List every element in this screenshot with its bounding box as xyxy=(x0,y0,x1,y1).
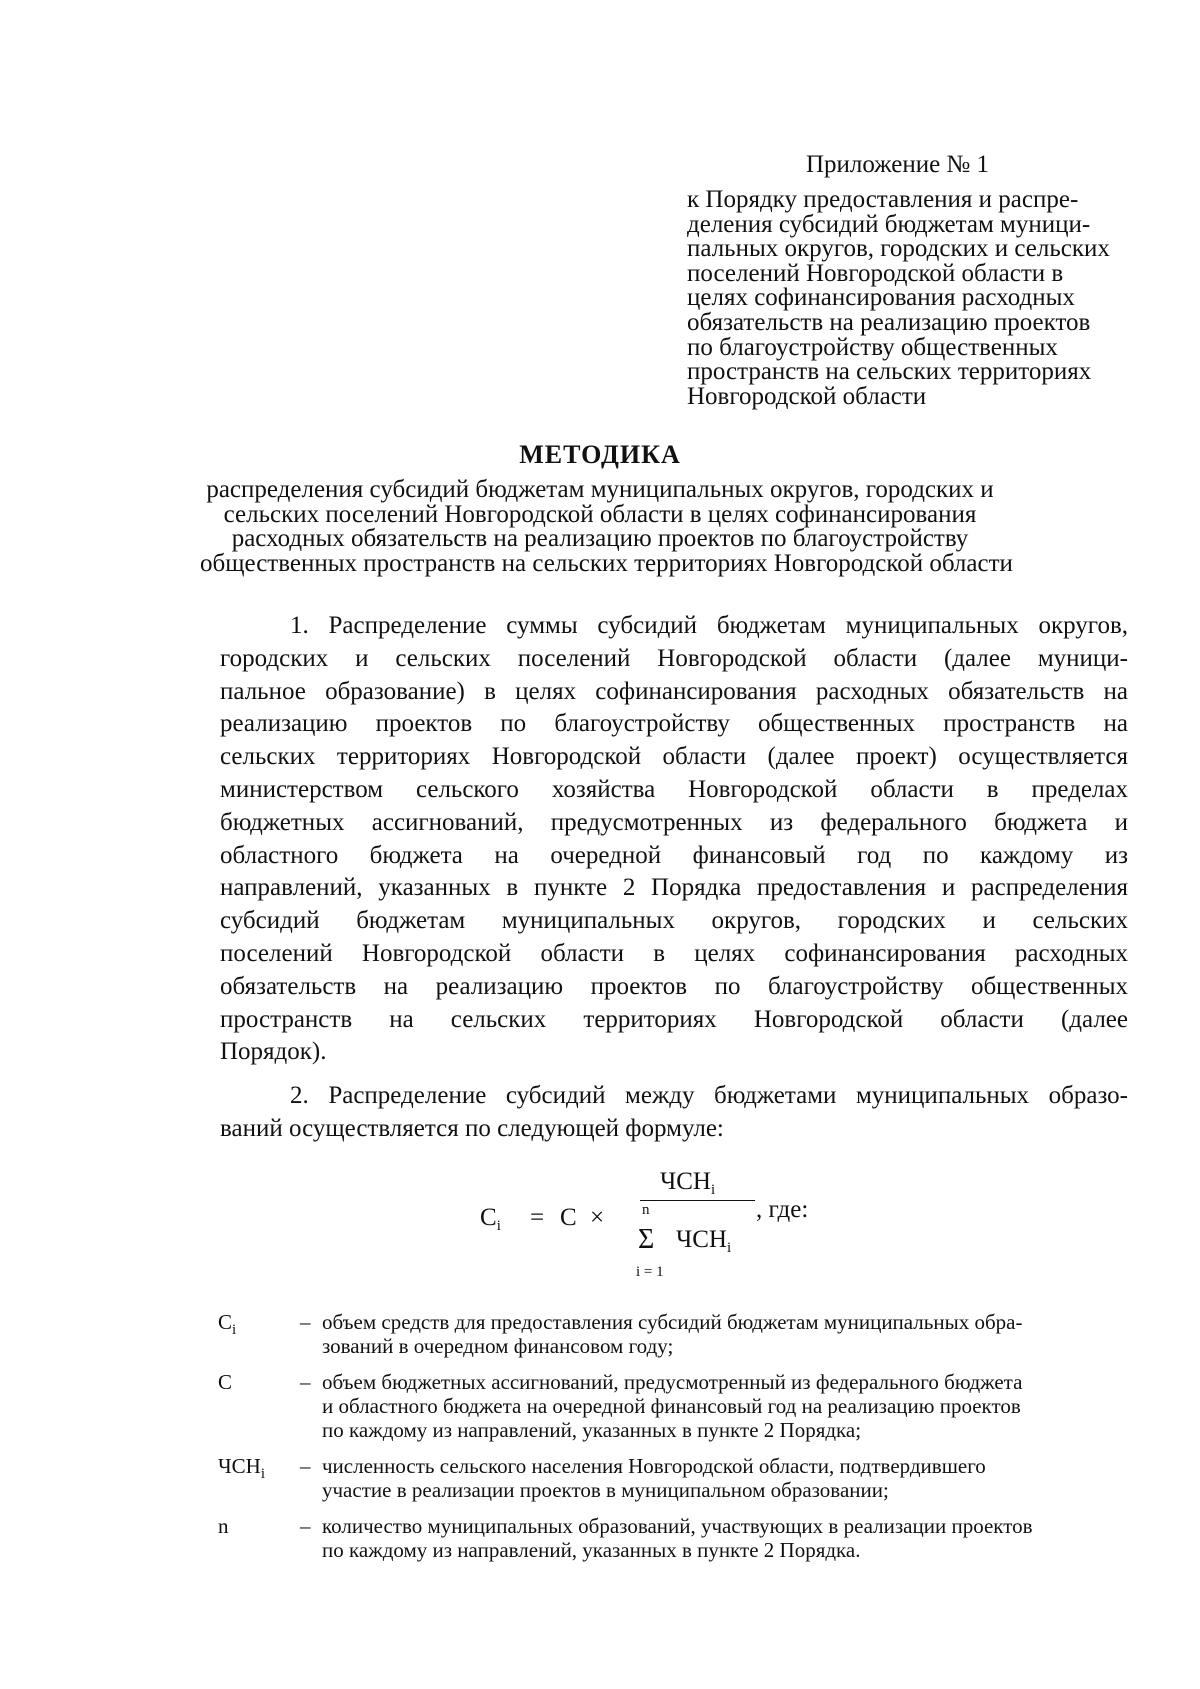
paragraph-line: поселений Новгородской области в целях софинансирования расходных xyxy=(220,939,1128,967)
definition-symbol xyxy=(218,1454,265,1486)
definition-symbol-main: C xyxy=(218,1310,233,1334)
formula-denominator xyxy=(676,1226,731,1257)
paragraph-line: 1. Распределение суммы субсидий бюджетам муниципальных округов, xyxy=(290,612,1128,639)
formula-lhs-subscript: i xyxy=(496,1218,501,1234)
document-title: МЕТОДИКА xyxy=(519,440,681,469)
definition-dash: – xyxy=(300,1310,311,1334)
fraction-bar xyxy=(640,1200,755,1201)
definition-line: зований в очередном финансовом году; xyxy=(322,1334,674,1358)
definition-symbol-main: n xyxy=(218,1514,229,1538)
definition-symbol xyxy=(218,1370,232,1402)
definition-symbol xyxy=(218,1514,229,1546)
definition-line: по каждому из направлений, указанных в пункте 2 Порядка; xyxy=(322,1418,862,1442)
definition-text xyxy=(322,1514,1112,1562)
paragraph-line: министерством сельского хозяйства Новгородской области в пределах xyxy=(220,775,1128,803)
paragraph-line: реализацию проектов по благоустройству общественных пространств на xyxy=(220,710,1128,738)
formula-lhs xyxy=(480,1204,501,1235)
appendix-reference-line: Новгородской области xyxy=(687,382,927,410)
paragraph-line: ваний осуществляется по следующей формуле: xyxy=(220,1114,724,1142)
definition-symbol-main: C xyxy=(218,1370,233,1394)
definition-dash: – xyxy=(300,1454,311,1478)
formula-equals: = xyxy=(530,1204,545,1231)
formula-sum-upper: n xyxy=(642,1202,650,1218)
paragraph-line: сельских территориях Новгородской области (далее проект) осуществляется xyxy=(220,743,1128,771)
appendix-reference-line: обязательств на реализацию проектов xyxy=(687,308,1091,336)
paragraph-line: областного бюджета на очередной финансовый год по каждому из xyxy=(220,841,1128,869)
formula-denominator-subscript: i xyxy=(726,1240,732,1256)
document-subtitle-line: распределения субсидий бюджетам муниципальных округов, городских и xyxy=(206,476,994,503)
definition-dash: – xyxy=(300,1370,311,1394)
paragraph-line: пространств на сельских территориях Новгородской области (далее xyxy=(220,1005,1128,1033)
definition-item xyxy=(218,1514,1118,1562)
paragraph-line: 2. Распределение субсидий между бюджетами муниципальных образо- xyxy=(290,1082,1128,1109)
definition-symbol-subscript: i xyxy=(260,1466,265,1482)
definition-symbol xyxy=(218,1310,236,1342)
formula-denominator-symbol: ЧСН xyxy=(676,1226,727,1253)
formula-sum-symbol: Σ xyxy=(638,1224,655,1255)
paragraph-line: пальное образование) в целях софинансирования расходных обязательств на xyxy=(220,677,1128,705)
appendix-title: Приложение № 1 xyxy=(806,151,990,178)
formula-numerator-symbol: ЧСН xyxy=(660,1168,711,1195)
formula-sum-lower: i = 1 xyxy=(636,1264,664,1280)
formula-numerator-subscript: i xyxy=(710,1182,716,1198)
paragraph-line: обязательств на реализацию проектов по благоустройству общественных xyxy=(220,972,1128,1000)
formula-c: C xyxy=(560,1204,577,1231)
formula-lhs-symbol: C xyxy=(480,1204,497,1231)
paragraph-line: направлений, указанных в пункте 2 Порядка предоставления и распределения xyxy=(220,874,1128,902)
formula-suffix: , где: xyxy=(756,1196,809,1223)
appendix-reference-line: целях софинансирования расходных xyxy=(687,284,1075,312)
definition-symbol-subscript: i xyxy=(232,1322,237,1338)
distribution-formula xyxy=(480,1160,840,1280)
definition-line: по каждому из направлений, указанных в пункте 2 Порядка. xyxy=(322,1538,861,1562)
document-subtitle-line: расходных обязательств на реализацию проектов по благоустройству xyxy=(231,525,969,552)
appendix-reference-line: пространств на сельских территориях xyxy=(687,358,1092,386)
definitions-list xyxy=(218,1310,1118,1574)
appendix-reference-line: пальных округов, городских и сельских xyxy=(687,235,1110,263)
definition-item xyxy=(218,1310,1118,1358)
document-subtitle-line: общественных пространств на сельских территориях Новгородской области xyxy=(200,549,1013,577)
definition-symbol-main: ЧСН xyxy=(218,1454,261,1478)
definition-item xyxy=(218,1454,1118,1502)
definition-line: численность сельского населения Новгородской области, подтвердившего xyxy=(322,1454,986,1478)
paragraph-line: Порядок). xyxy=(220,1038,327,1066)
definition-text xyxy=(322,1454,1112,1502)
definition-dash: – xyxy=(300,1514,311,1538)
appendix-reference-line: к Порядку предоставления и распре- xyxy=(687,186,1079,213)
formula-numerator xyxy=(660,1168,715,1199)
paragraph-1 xyxy=(220,610,1128,1069)
definition-line: объем средств для предоставления субсидий бюджетам муниципальных обра- xyxy=(322,1310,1023,1334)
definition-line: и областного бюджета на очередной финансовый год на реализацию проектов xyxy=(322,1394,1021,1418)
document-subtitle xyxy=(200,476,1013,577)
definition-line: объем бюджетных ассигнований, предусмотренный из федерального бюджета xyxy=(322,1370,1023,1394)
definition-line: количество муниципальных образований, участвующих в реализации проектов xyxy=(322,1514,1033,1538)
definition-text xyxy=(322,1310,1112,1358)
definition-line: участие в реализации проектов в муниципальном образовании; xyxy=(322,1478,889,1502)
appendix-reference-line: по благоустройству общественных xyxy=(687,333,1058,361)
appendix-reference-line: деления субсидий бюджетам муници- xyxy=(687,210,1091,238)
appendix-reference xyxy=(687,188,1137,409)
definition-item xyxy=(218,1370,1118,1442)
document-subtitle-line: сельских поселений Новгородской области в целях софинансирования xyxy=(223,500,977,528)
definition-text xyxy=(322,1370,1112,1442)
paragraph-line: субсидий бюджетам муниципальных округов, городских и сельских xyxy=(220,907,1128,935)
formula-times: × xyxy=(590,1204,605,1231)
paragraph-line: городских и сельских поселений Новгородской области (далее муници- xyxy=(220,644,1128,672)
paragraph-line: бюджетных ассигнований, предусмотренных из федерального бюджета и xyxy=(220,808,1128,836)
paragraph-2 xyxy=(220,1080,1128,1146)
appendix-reference-line: поселений Новгородской области в xyxy=(687,259,1064,287)
